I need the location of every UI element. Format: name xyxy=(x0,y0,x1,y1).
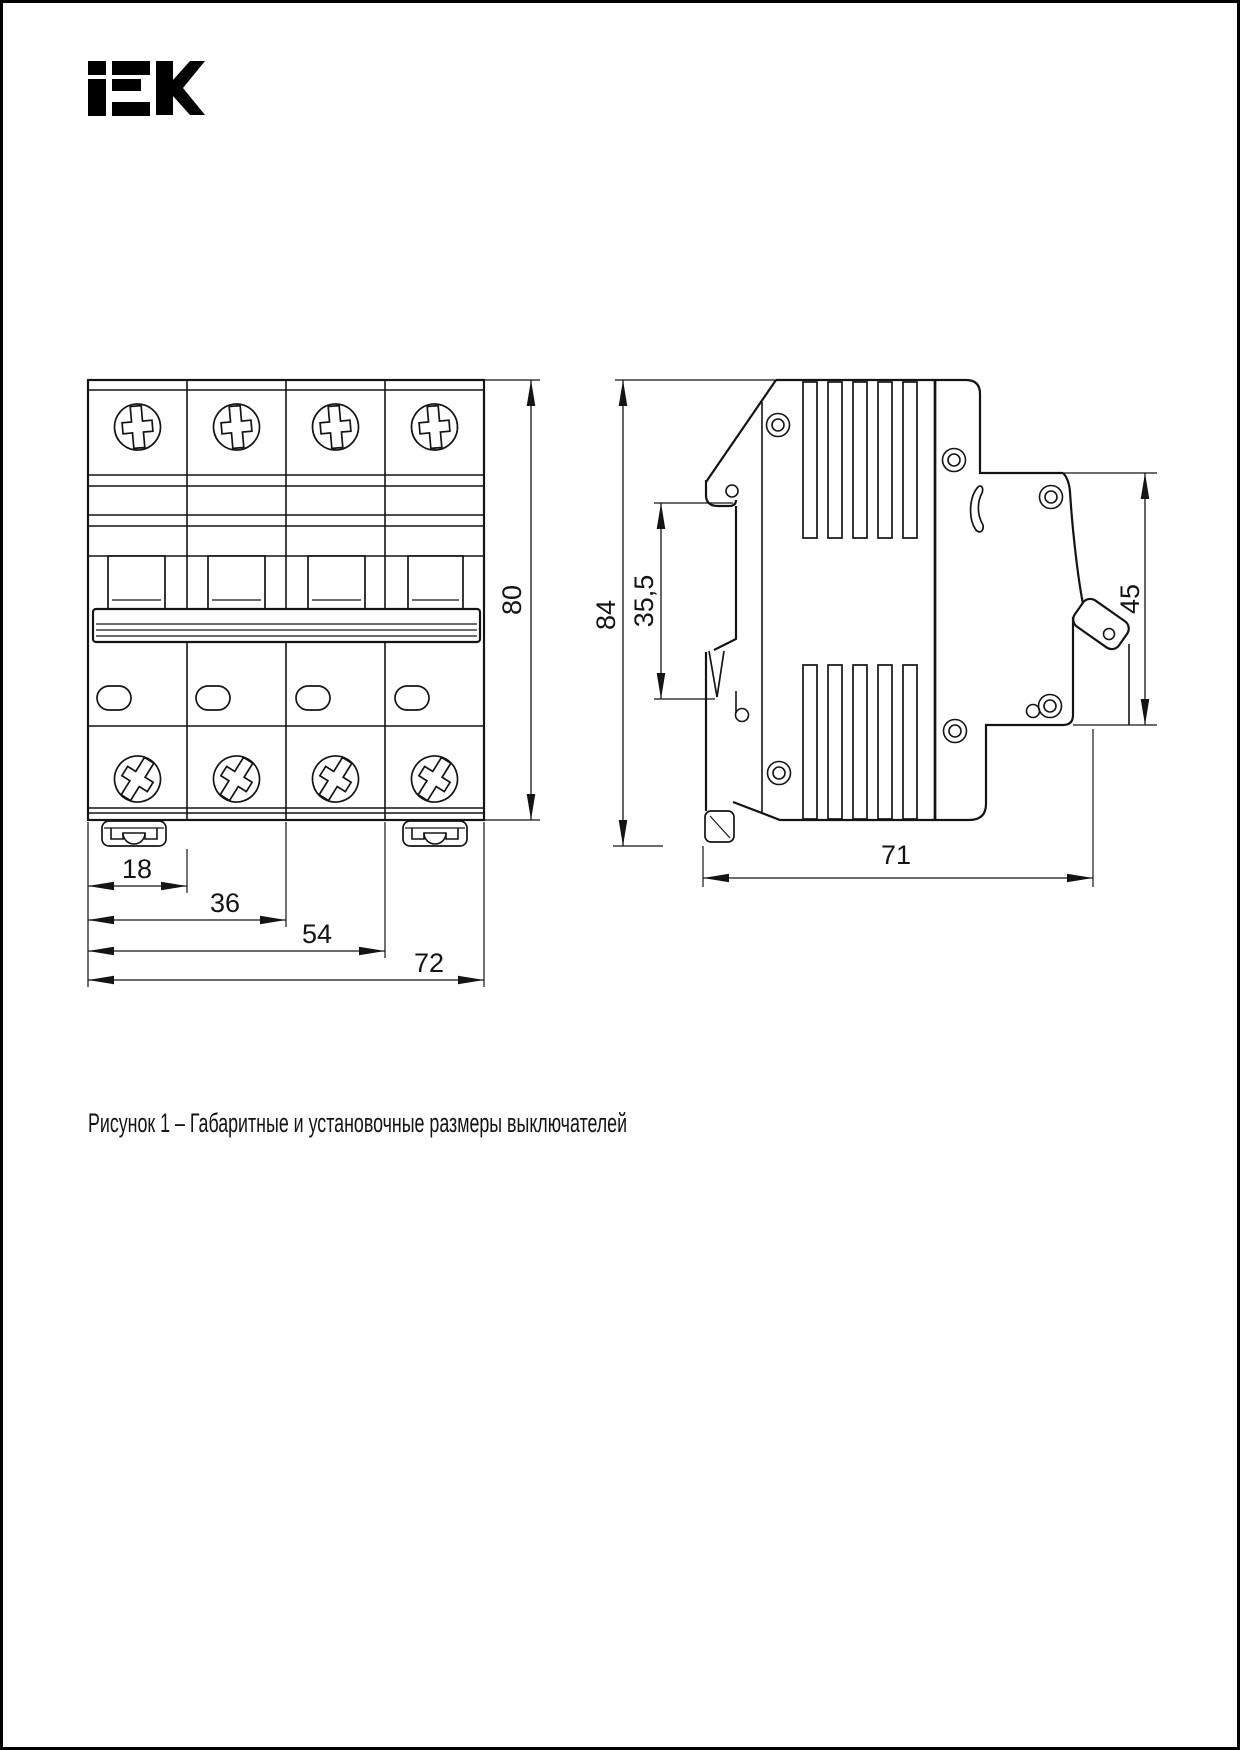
side-top-contour xyxy=(776,380,1063,473)
din-clip-tooth xyxy=(709,651,724,697)
vent-slots-bottom xyxy=(803,665,917,819)
dim-84-label: 84 xyxy=(591,599,621,631)
dim-72-label: 72 xyxy=(413,948,445,978)
vent-slots-top xyxy=(803,382,917,538)
dim-54-label: 54 xyxy=(301,919,333,949)
din-clip-foot xyxy=(705,811,734,842)
pivot-pin xyxy=(726,485,738,497)
handle-tie-bar xyxy=(93,609,480,642)
dim-80-label: 80 xyxy=(497,584,527,616)
din-rail-clip xyxy=(102,821,166,846)
dim-35-5-label: 35,5 xyxy=(629,574,659,628)
front-view xyxy=(88,380,540,987)
dim-18-label: 18 xyxy=(121,854,153,884)
clip-pin xyxy=(736,709,749,722)
dim-45-label: 45 xyxy=(1115,583,1145,615)
technical-drawing xyxy=(3,3,1240,1750)
dim-71-label: 71 xyxy=(880,840,912,870)
din-rail-clip xyxy=(403,821,467,846)
kidney-slot xyxy=(971,486,984,532)
iek-logo-icon xyxy=(88,61,205,116)
side-view xyxy=(591,380,1157,887)
dim-36-label: 36 xyxy=(209,888,241,918)
figure-caption: Рисунок 1 – Габаритные и установочные размеры выключателей xyxy=(88,1108,628,1138)
